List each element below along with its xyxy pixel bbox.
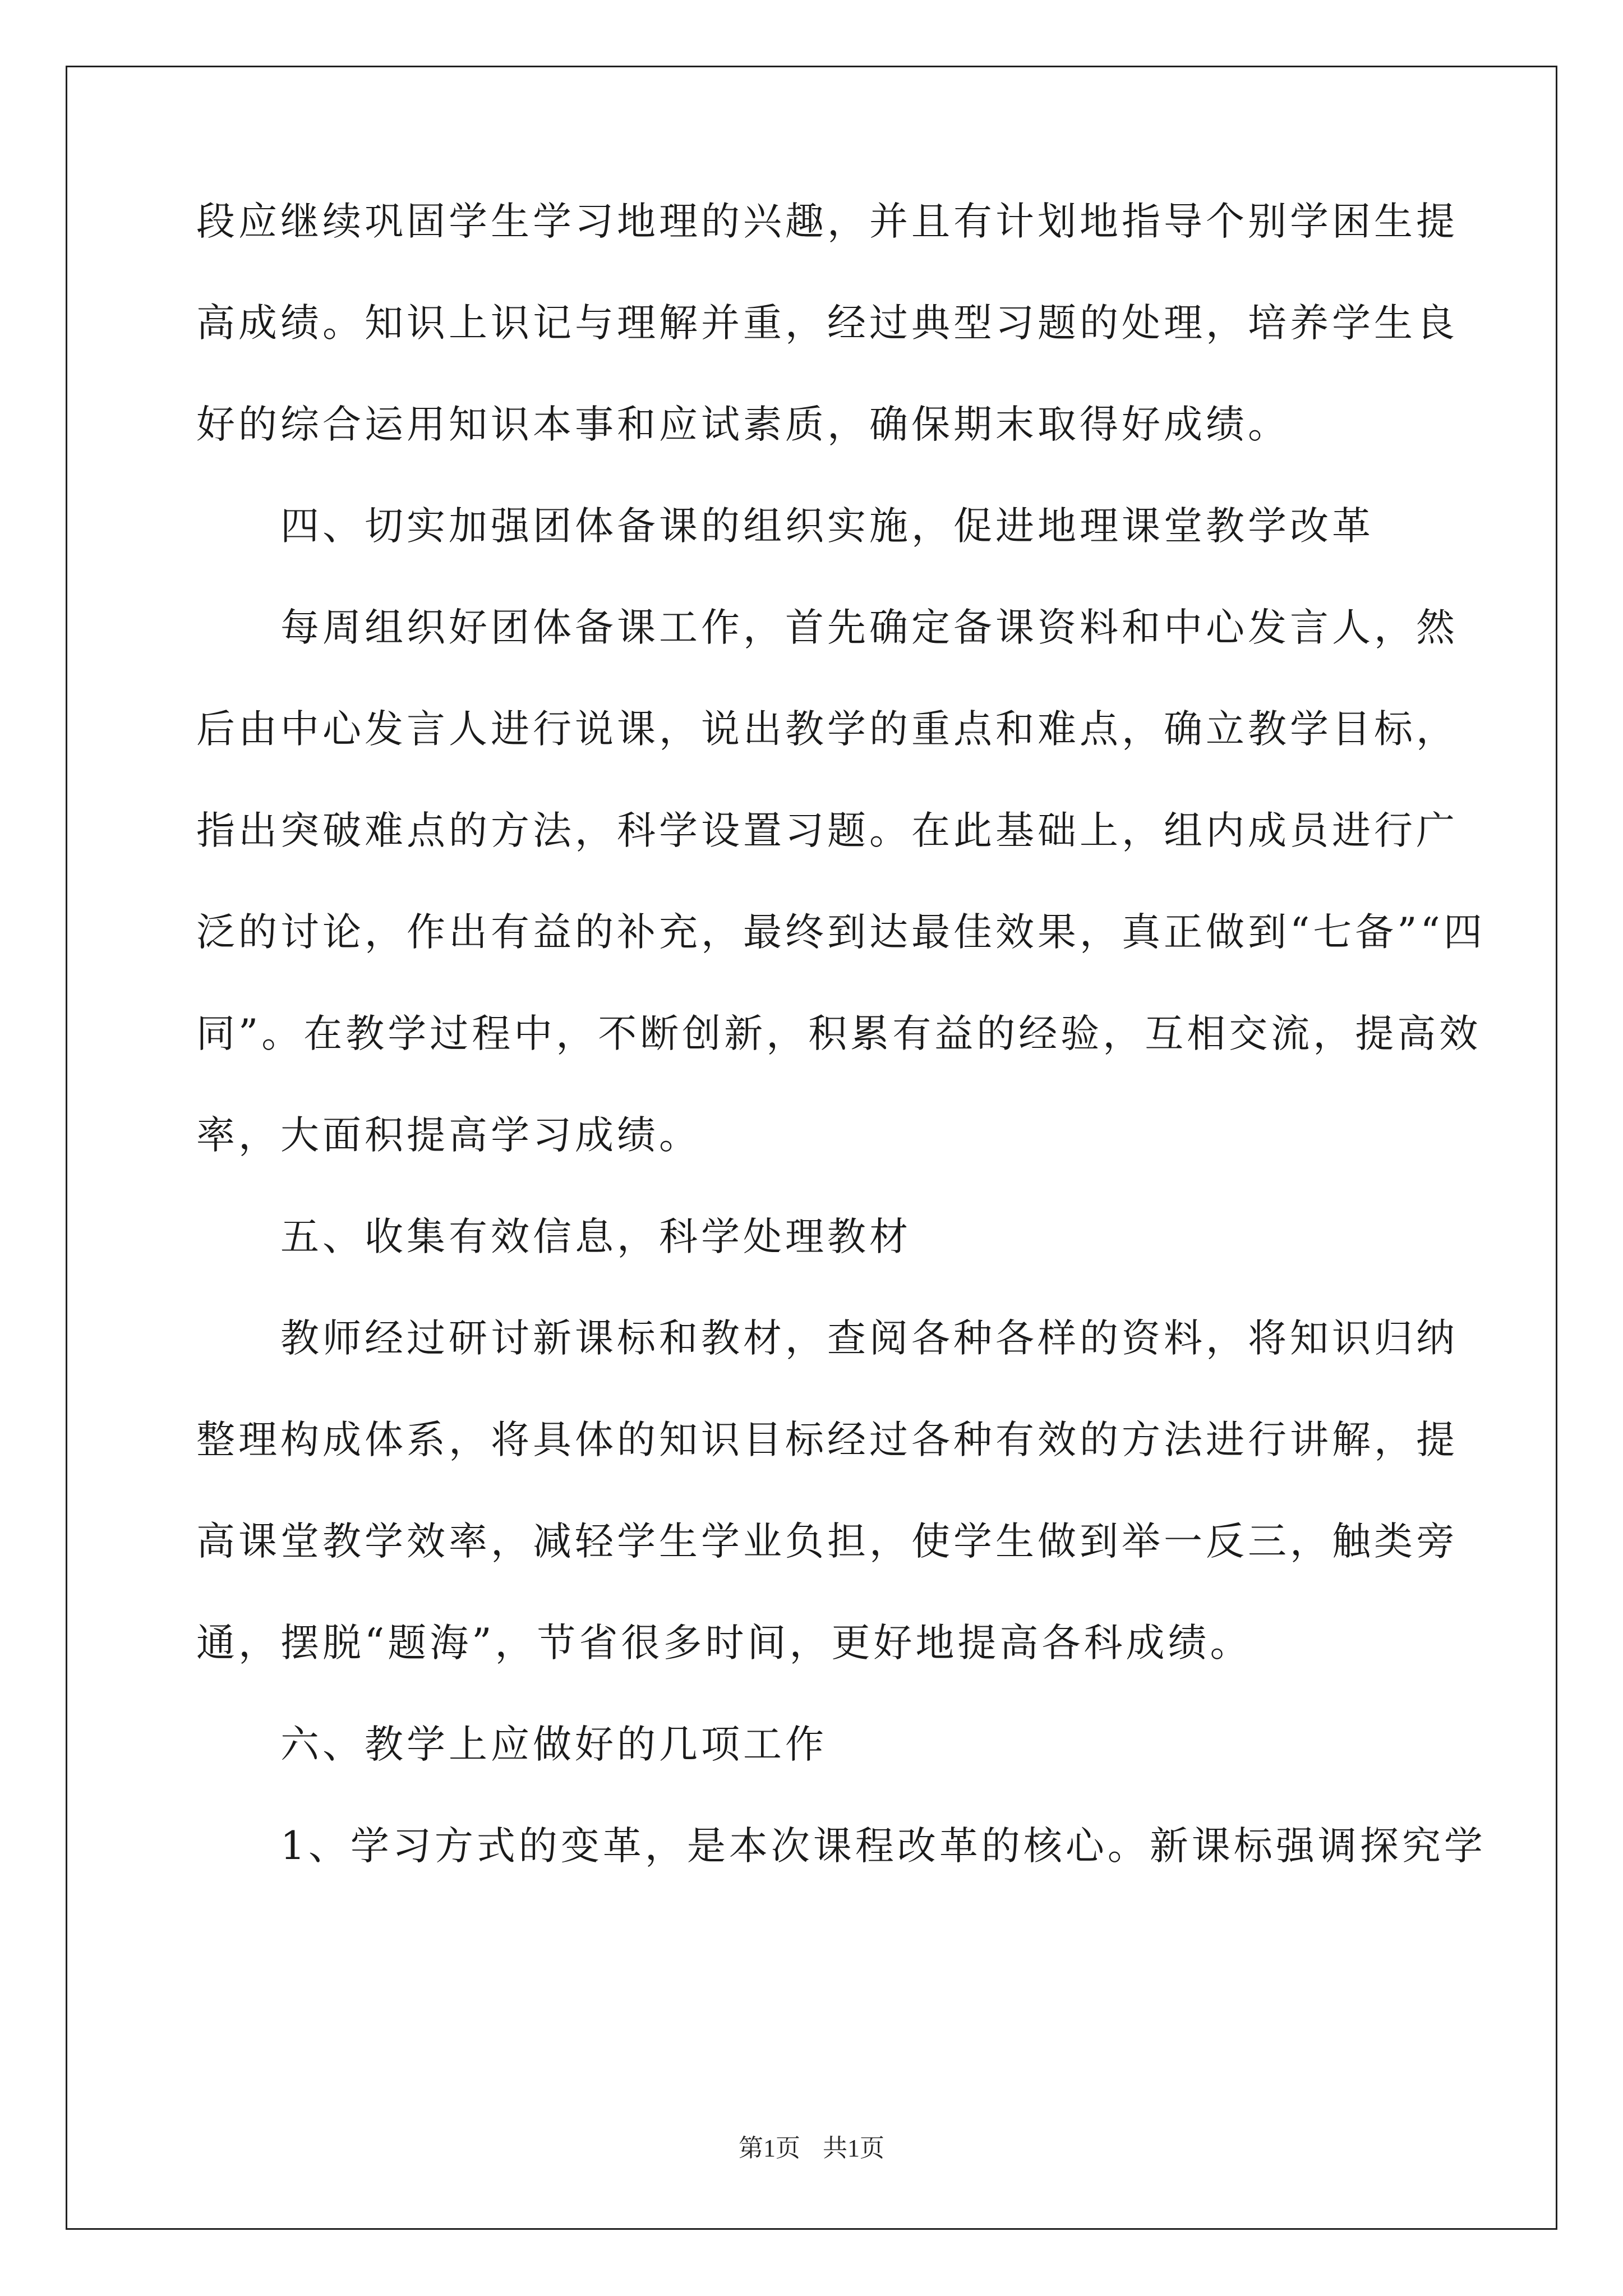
- text-line: 整理构成体系，将具体的知识目标经过各种有效的方法进行讲解，提: [196, 1418, 1458, 1462]
- page-number: 第1页: [739, 2134, 800, 2162]
- text-line: 好的综合运用知识本事和应试素质，确保期末取得好成绩。: [196, 402, 1290, 447]
- section-heading: 四、切实加强团体备课的组织实施，促进地理课堂教学改革: [280, 504, 1374, 549]
- text-line: 高成绩。知识上识记与理解并重，经过典型习题的处理，培养学生良: [196, 301, 1458, 346]
- text-line: 率，大面积提高学习成绩。: [196, 1113, 701, 1158]
- section-heading: 五、收集有效信息，科学处理教材: [280, 1214, 911, 1259]
- text-line: 1、学习方式的变革，是本次课程改革的核心。新课标强调探究学: [280, 1824, 1486, 1869]
- text-line: 教师经过研讨新课标和教材，查阅各种各样的资料，将知识归纳: [280, 1316, 1458, 1361]
- section-heading: 六、教学上应做好的几项工作: [280, 1722, 827, 1767]
- text-line: 通，摆脱“题海”，节省很多时间，更好地提高各科成绩。: [196, 1621, 1252, 1665]
- text-line: 每周组织好团体备课工作，首先确定备课资料和中心发言人，然: [280, 605, 1458, 650]
- text-line: 后由中心发言人进行说课，说出教学的重点和难点，确立教学目标，: [196, 707, 1458, 752]
- text-line: 段应继续巩固学生学习地理的兴趣，并且有计划地指导个别学困生提: [196, 199, 1458, 244]
- text-line: 泛的讨论，作出有益的补充，最终到达最佳效果，真正做到“七备”“四: [196, 910, 1486, 955]
- document-body: [196, 196, 1486, 1922]
- page-footer: [0, 2132, 1623, 2165]
- text-line: 高课堂教学效率，减轻学生学业负担，使学生做到举一反三，触类旁: [196, 1519, 1458, 1564]
- page-total: 共1页: [823, 2134, 884, 2162]
- text-line: 指出突破难点的方法，科学设置习题。在此基础上，组内成员进行广: [196, 808, 1458, 853]
- text-line: 同”。在教学过程中，不断创新，积累有益的经验，互相交流，提高效: [196, 1011, 1482, 1056]
